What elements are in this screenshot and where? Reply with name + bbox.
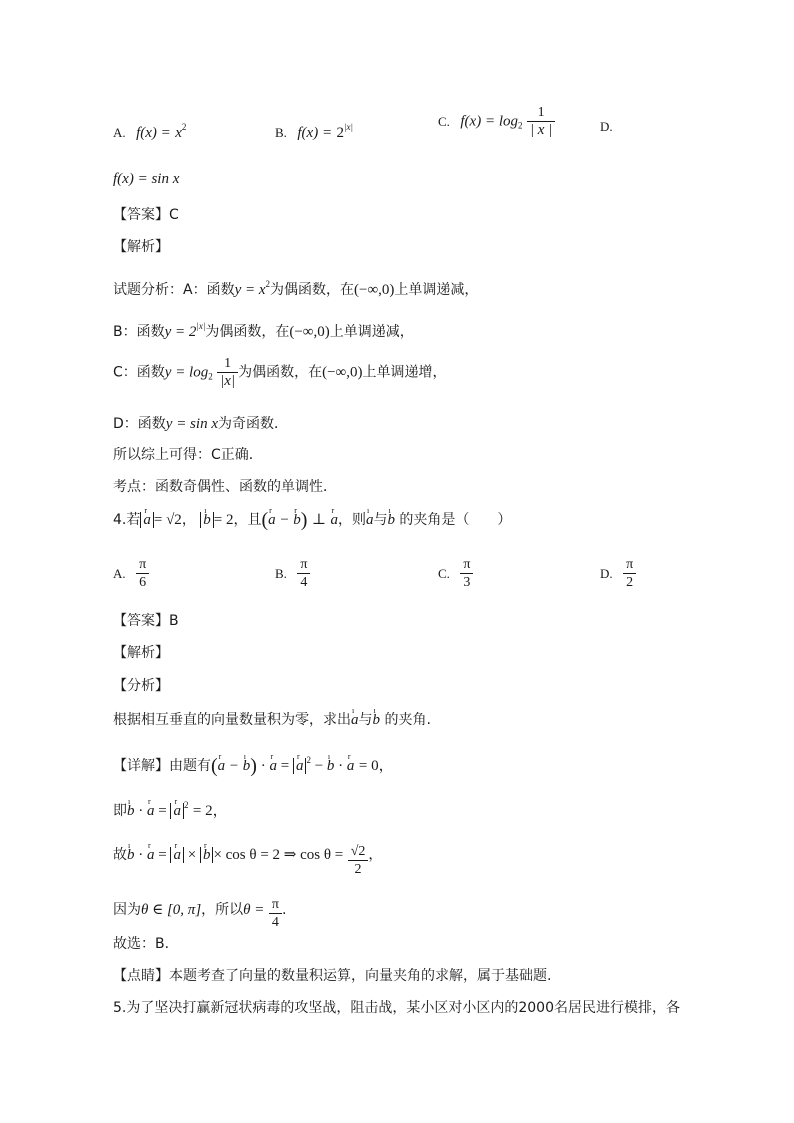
q4-option-c: C. $\frac{\pi}{3}$: [438, 556, 473, 591]
fraction: $\frac{\pi}{2}$: [623, 556, 636, 591]
q4-answer: 【答案】B: [113, 613, 179, 629]
q4-fenxi-tag: 【分析】: [113, 678, 169, 694]
q3-option-c: C. $f(x) = \log_2$ $\frac{1}{| x |}$: [438, 104, 555, 139]
q4-choose: 故选：B.: [113, 936, 170, 952]
fraction: $\frac{1}{|x|}$: [217, 355, 238, 390]
q4-detail-2: 即ı b · r a = r a $^2$ = 2，: [113, 795, 228, 821]
q5-stem: 5.为了坚决打赢新冠状病毒的攻坚战，阻击战，某小区对小区内的2000名居民进行模排，各: [113, 1000, 680, 1016]
q4-stem: 4.若r a = √2， ı b = 2，且(r a − r b) ⊥ r a，则ı a与ı b 的夹角是（ ）: [113, 510, 511, 530]
q4-option-a: A. $\frac{\pi}{6}$: [113, 556, 149, 591]
fraction: $\frac{\pi}{6}$: [136, 556, 149, 591]
q4-detail-1: 【详解】由题有(r a − ı b) · r a = r a $^2$ − ı b · r a = 0，: [113, 750, 394, 776]
q4-dianjing: 【点睛】本题考查了向量的数量积运算，向量夹角的求解，属于基础题.: [113, 968, 552, 984]
q3-analysis-d: D：函数y = sin x为奇函数．: [113, 416, 288, 432]
q3-option-d-expr: f(x) = sin x: [113, 171, 180, 187]
fraction: $\frac{√2}{2}$: [348, 843, 369, 878]
q4-fenxi-text: 根据相互垂直的向量数量积为零，求出ı a与ı b 的夹角.: [113, 710, 431, 730]
q3-analysis-tag: 【解析】: [113, 239, 169, 255]
fraction: $\frac{\pi}{3}$: [460, 556, 473, 591]
q4-option-d: D. $\frac{\pi}{2}$: [600, 556, 636, 591]
q3-summary: 所以综上可得：C正确．: [113, 447, 263, 463]
fraction: $\frac{\pi}{4}$: [269, 896, 282, 931]
q3-analysis-c: C：函数$y = \log_2$ $\frac{1}{|x|}$ 为偶函数，在(−∞,0)上单调递增，: [113, 356, 447, 389]
q3-option-b: B. $f(x) = 2^{|x|}$: [275, 122, 353, 141]
q4-detail-4: 因为θ ∈ [0, π]，所以θ = $\frac{\pi}{4}$ .: [113, 897, 287, 930]
q3-option-a: A. $f(x) = x^2$: [113, 122, 187, 141]
fraction: $\frac{1}{| x |}$: [527, 104, 555, 139]
q3-answer: 【答案】C: [113, 207, 179, 223]
q4-analysis-tag: 【解析】: [113, 645, 169, 661]
q3-analysis-b: B：函数$y = 2^{|x|}$为偶函数，在(−∞,0)上单调递减，: [113, 321, 414, 340]
fraction: $\frac{\pi}{4}$: [297, 556, 310, 591]
q3-analysis-a: 试题分析：A：函数$y = x^2$为偶函数，在(−∞,0)上单调递减，: [113, 279, 479, 298]
q3-kaodian: 考点：函数奇偶性、函数的单调性．: [113, 479, 337, 495]
q4-detail-3: 故ı b · r a = r a × r b × cos θ = 2 ⇒ cos θ = $\frac{√2}{2}$ ，: [113, 843, 382, 878]
q4-option-b: B. $\frac{\pi}{4}$: [275, 556, 310, 591]
q3-option-d-label: D.: [600, 119, 613, 134]
